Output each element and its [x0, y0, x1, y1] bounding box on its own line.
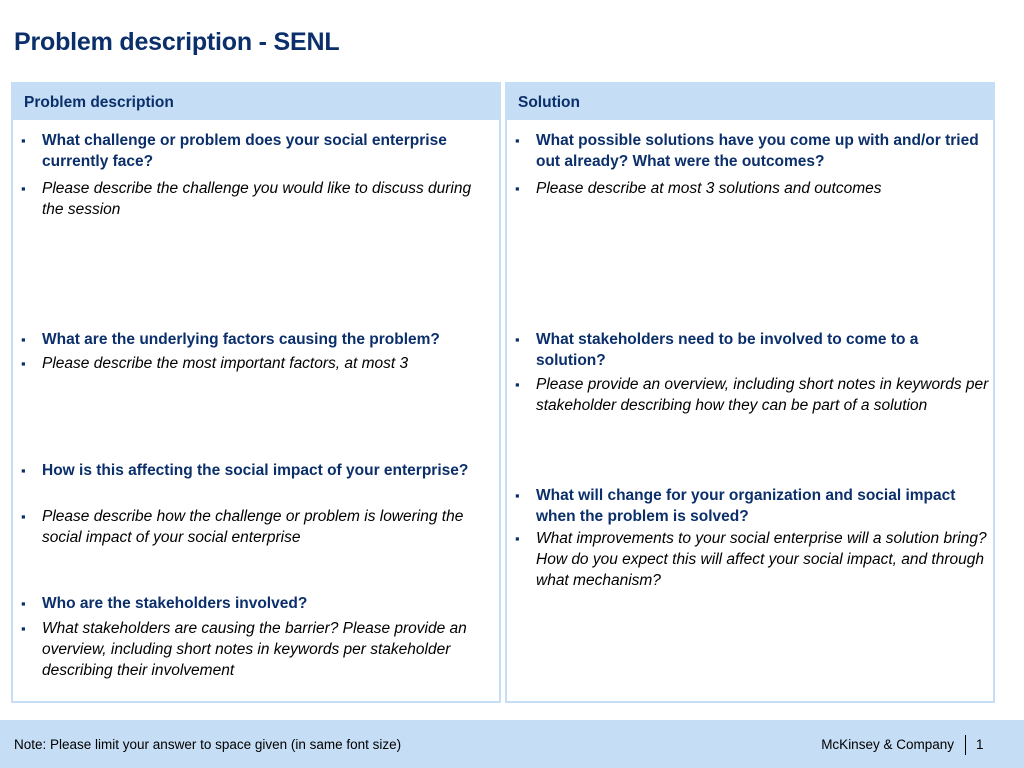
instruction-improvements: ▪ What improvements to your social enterprise will a solution bring? How do you expect this will affect your social impact, and through what mechanism? — [536, 528, 989, 591]
question-underlying-factors: ▪ What are the underlying factors causing the problem? — [42, 329, 495, 350]
question-stakeholders-needed: ▪ What stakeholders need to be involved to come to a solution? — [536, 329, 989, 371]
question-possible-solutions: ▪ What possible solutions have you come up with and/or tried out already? What were the outcomes? — [536, 130, 989, 172]
instruction-stakeholder-overview: ▪ What stakeholders are causing the barrier? Please provide an overview, including short notes in keywords per stakeholder describing their involvement — [42, 618, 495, 681]
footer-bar — [0, 720, 1024, 768]
problem-description-header: Problem description — [13, 84, 499, 120]
instruction-describe-challenge: ▪ Please describe the challenge you would like to discuss during the session — [42, 178, 495, 220]
footer-note: Note: Please limit your answer to space given (in same font size) — [14, 737, 402, 752]
page-title: Problem description - SENL — [14, 28, 340, 56]
instruction-stakeholder-solution-notes: ▪ Please provide an overview, including short notes in keywords per stakeholder describing how they can be part of a solution — [536, 374, 989, 416]
solution-panel — [505, 82, 995, 703]
question-current-challenge: ▪ What challenge or problem does your social enterprise currently face? — [42, 130, 495, 172]
problem-description-panel — [11, 82, 501, 703]
instruction-solutions-outcomes: ▪ Please describe at most 3 solutions and outcomes — [536, 178, 989, 199]
instruction-important-factors: ▪ Please describe the most important factors, at most 3 — [42, 353, 495, 374]
page-number: 1 — [976, 737, 984, 752]
question-what-will-change: ▪ What will change for your organization and social impact when the problem is solved? — [536, 485, 989, 527]
question-social-impact: ▪ How is this affecting the social impact of your enterprise? — [42, 460, 495, 481]
instruction-lowering-impact: ▪ Please describe how the challenge or problem is lowering the social impact of your social enterprise — [42, 506, 495, 548]
question-stakeholders-involved: ▪ Who are the stakeholders involved? — [42, 593, 495, 614]
footer-divider — [965, 735, 966, 755]
solution-header: Solution — [507, 84, 993, 120]
company-name: McKinsey & Company — [821, 737, 954, 752]
